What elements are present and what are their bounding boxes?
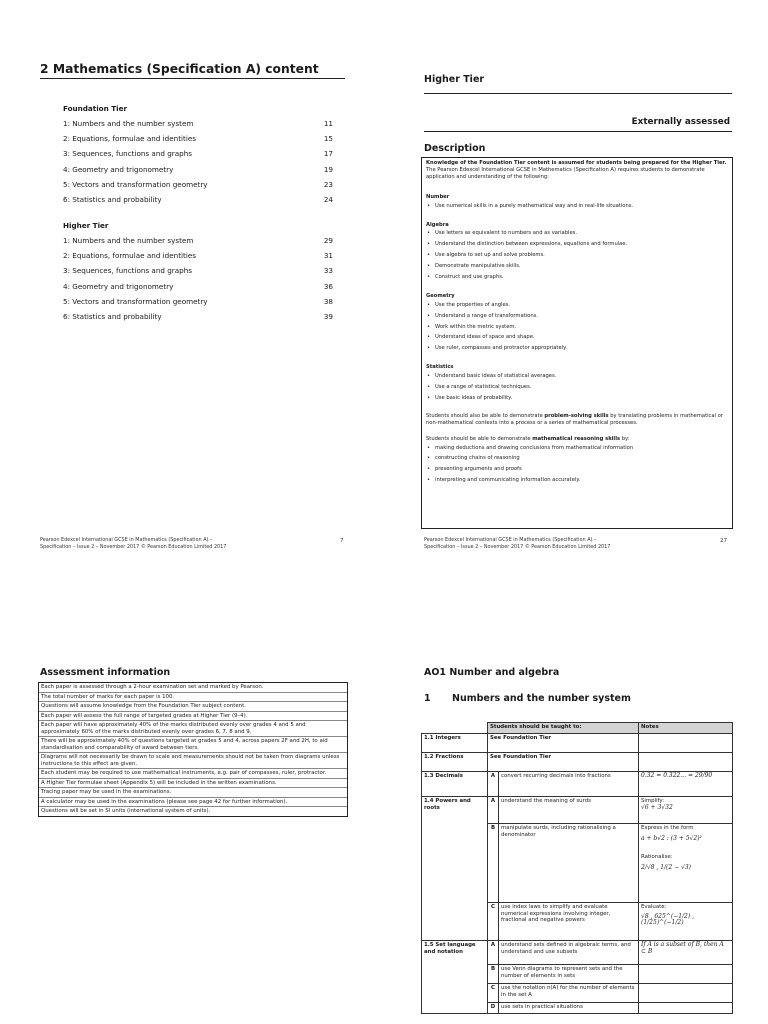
toc-row[interactable] [63, 192, 333, 207]
foundation-tier-list [63, 101, 333, 207]
toc-label: 6: Statistics and probability [63, 194, 162, 204]
toc-page: 31 [323, 251, 333, 261]
content-table [421, 722, 733, 1014]
letter-cell: D [488, 1003, 499, 1014]
assessment-item: Each student may be required to use mathematical instruments, e.g. pair of compasses, ruler, protractor. [39, 768, 347, 778]
list-item: • Demonstrate manipulative skills. [426, 261, 728, 272]
notes-cell [639, 965, 733, 984]
bullet-list [426, 300, 728, 354]
list-item: • Use letters as equivalent to numbers and as variables. [426, 228, 728, 239]
toc-label: 5: Vectors and transformation geometry [63, 296, 208, 306]
notes-cell [639, 903, 733, 941]
description-box [421, 157, 733, 529]
toc-row[interactable] [63, 146, 333, 161]
assessment-item: Questions will assume knowledge from the Foundation Tier subject content. [39, 701, 347, 711]
toc-row[interactable] [63, 116, 333, 131]
list-item: • Construct and use graphs. [426, 272, 728, 283]
footer-line: Specification – Issue 2 – November 2017 © Pearson Education Limited 2017 [40, 543, 227, 550]
text-span: by translating problems in mathematical or non-mathematical contexts into a process or a series of mathematical processes. [426, 412, 723, 426]
assessment-item: Each paper will assess the full range of targeted grades at Higher Tier (9–4). [39, 711, 347, 721]
toc-label: 1: Numbers and the number system [63, 119, 194, 128]
intro-text: The Pearson Edexcel International GCSE in Mathematics (Specification A) requires students to demonstrate application and understanding of the following: [426, 166, 705, 180]
toc-page: 23 [323, 179, 333, 189]
toc-label: 1: Numbers and the number system [63, 236, 194, 245]
divider [424, 131, 732, 132]
letter-cell: C [488, 984, 499, 1003]
list-item: • Use basic ideas of probability. [426, 393, 728, 404]
page-number: 7 [340, 538, 344, 544]
page-footer [424, 537, 610, 550]
section-heading: Algebra [426, 221, 449, 228]
section-number: 1 [424, 693, 431, 704]
table-header-row [422, 723, 733, 734]
toc-page: 33 [323, 266, 333, 276]
footer-line: Pearson Edexcel International GCSE in Mathematics (Specification A) – [424, 537, 597, 543]
letter-cell: C [488, 903, 499, 941]
toc-label: 6: Statistics and probability [63, 311, 162, 321]
list-item: • Use algebra to set up and solve problems. [426, 250, 728, 261]
letter-cell: A [488, 941, 499, 965]
section-title: Numbers and the number system [452, 693, 631, 704]
list-item: • making deductions and drawing conclusions from mathematical information [426, 443, 728, 454]
toc-label: 4: Geometry and trigonometry [63, 164, 174, 174]
bullet-list [426, 228, 728, 282]
note-math: √6 + 3√32 [641, 803, 673, 811]
text-bold: mathematical reasoning skills [532, 435, 621, 442]
letter-cell: B [488, 965, 499, 984]
higher-tier-list [63, 218, 333, 324]
note-math: √8 , 625^(−1/2) , (1/25)^(−1/2) [641, 912, 695, 927]
note-label: Rationalise: [641, 854, 673, 861]
bullet-list [426, 201, 728, 212]
table-row [422, 753, 733, 772]
table-row [422, 772, 733, 797]
taught-cell: use index laws to simplify and evaluate numerical expressions involving integer, fractional and negative powers [499, 903, 639, 941]
note-label: Simplify: [641, 798, 665, 804]
list-item: • Understand the distinction between expressions, equations and formulae. [426, 239, 728, 250]
toc-row[interactable] [63, 248, 333, 263]
bullet-list [426, 371, 728, 404]
toc-page: 19 [323, 164, 333, 174]
page-footer [40, 537, 226, 550]
assessment-heading: Assessment information [40, 667, 171, 678]
notes-cell: 0.32 = 0.322... = 29/90 [639, 772, 733, 797]
toc-page: 17 [323, 149, 333, 159]
topic-cell: 1.4 Powers and roots [422, 797, 488, 941]
taught-cell: See Foundation Tier [488, 753, 639, 772]
assessment-item: A Higher Tier formulae sheet (Appendix 5) will be included in the written examinations. [39, 778, 347, 788]
toc-page: 38 [323, 296, 333, 306]
toc-page: 11 [323, 119, 333, 128]
list-item: • Use the properties of angles. [426, 300, 728, 311]
list-item: • Use a range of statistical techniques. [426, 382, 728, 393]
taught-cell: use the notation n(A) for the number of elements in the set A [499, 984, 639, 1003]
toc-label: 2: Equations, formulae and identities [63, 134, 196, 144]
toc-row[interactable] [63, 162, 333, 177]
assessment-item: Each paper is assessed through a 2-hour examination set and marked by Pearson. [41, 684, 264, 690]
topic-cell: 1.5 Set language and notation [422, 941, 488, 1014]
list-item: • presenting arguments and proofs [426, 464, 728, 475]
footer-line: Pearson Edexcel International GCSE in Mathematics (Specification A) – [40, 537, 213, 543]
bullet-list [426, 443, 728, 487]
problem-solving-text [426, 413, 728, 427]
tier-heading: Higher Tier [424, 74, 485, 85]
taught-cell: convert recurring decimals into fractions [499, 772, 639, 797]
reasoning-text [426, 436, 728, 443]
list-item: • Understand basic ideas of statistical averages. [426, 371, 728, 382]
section-heading: Statistics [426, 364, 454, 371]
notes-cell [639, 734, 733, 753]
list-item: • Use ruler, compasses and protractor appropriately. [426, 343, 728, 354]
toc-label: 3: Sequences, functions and graphs [63, 149, 193, 159]
toc-row[interactable] [63, 263, 333, 278]
toc-page: 29 [323, 236, 333, 245]
toc-label: 4: Geometry and trigonometry [63, 281, 174, 291]
taught-cell: manipulate surds, including rationalising a denominator [499, 824, 639, 903]
list-item: • Work within the metric system. [426, 322, 728, 333]
toc-label: 3: Sequences, functions and graphs [63, 266, 193, 276]
notes-cell [639, 984, 733, 1003]
toc-row[interactable] [63, 233, 333, 248]
notes-cell [639, 1003, 733, 1014]
list-item: • Understand ideas of space and shape. [426, 332, 728, 343]
notes-cell [639, 753, 733, 772]
footer-line: Specification – Issue 2 – November 2017 © Pearson Education Limited 2017 [424, 543, 611, 550]
divider [424, 93, 732, 94]
taught-cell: understand sets defined in algebraic terms, and understand and use subsets [499, 941, 639, 965]
table-row [422, 941, 733, 965]
notes-cell [639, 824, 733, 903]
assessment-item: Each paper will have approximately 40% of the marks distributed evenly over grades 4 and 5 and approximately 60% of the marks distributed evenly over grades 6, 7, 8 and 9. [39, 720, 347, 736]
section-heading [424, 693, 631, 704]
assessment-type: Externally assessed [631, 117, 730, 127]
letter-cell: B [488, 824, 499, 903]
toc-row[interactable] [63, 177, 333, 192]
page-number: 27 [720, 538, 728, 544]
topic-cell: 1.3 Decimals [422, 772, 488, 797]
topic-cell: 1.2 Fractions [422, 753, 488, 772]
text-span: Students should also be able to demonstrate [426, 412, 545, 419]
taught-cell: understand the meaning of surds [499, 797, 639, 824]
taught-cell: See Foundation Tier [488, 734, 639, 753]
table-row [422, 734, 733, 753]
ao-heading: AO1 Number and algebra [424, 667, 560, 678]
assessment-item: Diagrams will not necessarily be drawn to scale and measurements should not be taken from diagrams unless instructions to this effect are given. [39, 752, 347, 768]
description-heading: Description [424, 143, 486, 154]
list-item: • constructing chains of reasoning [426, 453, 728, 464]
higher-tier-heading: Higher Tier [63, 221, 109, 230]
assessment-item: Tracing paper may be used in the examinations. [39, 787, 347, 797]
table-row [422, 797, 733, 824]
table-corner [422, 723, 488, 734]
text-span: Students should be able to demonstrate [426, 435, 533, 442]
list-item: • interpreting and communicating information accurately. [426, 475, 728, 486]
col-header: Notes [639, 723, 733, 734]
contents-title: 2 Mathematics (Specification A) content [40, 62, 345, 79]
note-label: Express in the form [641, 825, 694, 831]
topic-cell: 1.1 Integers [422, 734, 488, 753]
toc-label: 5: Vectors and transformation geometry [63, 179, 208, 189]
taught-cell: use sets in practical situations [499, 1003, 639, 1014]
text-span: by: [620, 435, 630, 442]
intro-bold: Knowledge of the Foundation Tier content is assumed for students being prepared for the Higher Tier. [426, 160, 727, 166]
letter-cell: A [488, 772, 499, 797]
text-bold: problem-solving skills [544, 412, 609, 419]
notes-cell [639, 797, 733, 824]
note-math: a + b√2 : (3 + 5√2)² [641, 834, 702, 842]
assessment-item: A calculator may be used in the examinations (please see page 42 for further information). [39, 797, 347, 807]
toc-label: 2: Equations, formulae and identities [63, 251, 196, 261]
taught-cell: use Venn diagrams to represent sets and the number of elements in sets [499, 965, 639, 984]
foundation-tier-heading: Foundation Tier [63, 104, 128, 113]
toc-row[interactable] [63, 294, 333, 309]
notes-cell: If A is a subset of B, then A ⊂ B [639, 941, 733, 965]
list-item: • Use numerical skills in a purely mathematical way and in real-life situations. [426, 201, 728, 212]
section-heading: Geometry [426, 292, 455, 299]
col-header: Students should be taught to: [488, 723, 639, 734]
letter-cell: A [488, 797, 499, 824]
note-label: Evaluate: [641, 904, 667, 910]
toc-page: 15 [323, 134, 333, 144]
note-math: 2/√8 , 1/(2 − √3) [641, 863, 692, 871]
toc-page: 39 [323, 311, 333, 321]
assessment-item: Questions will be set in SI units (international system of units). [39, 806, 347, 816]
toc-page: 24 [323, 194, 333, 204]
toc-row[interactable] [63, 131, 333, 146]
description-intro [426, 160, 728, 181]
section-heading: Number [426, 193, 450, 200]
assessment-box [38, 682, 348, 817]
assessment-item: The total number of marks for each paper is 100. [39, 692, 347, 702]
toc-row[interactable] [63, 309, 333, 324]
toc-page: 36 [323, 281, 333, 291]
toc-row[interactable] [63, 279, 333, 294]
list-item: • Understand a range of transformations. [426, 311, 728, 322]
assessment-item: There will be approximately 40% of questions targeted at grades 5 and 4, across papers 2F and 2H, to aid standardisation and comparability of award between tiers. [39, 736, 347, 752]
